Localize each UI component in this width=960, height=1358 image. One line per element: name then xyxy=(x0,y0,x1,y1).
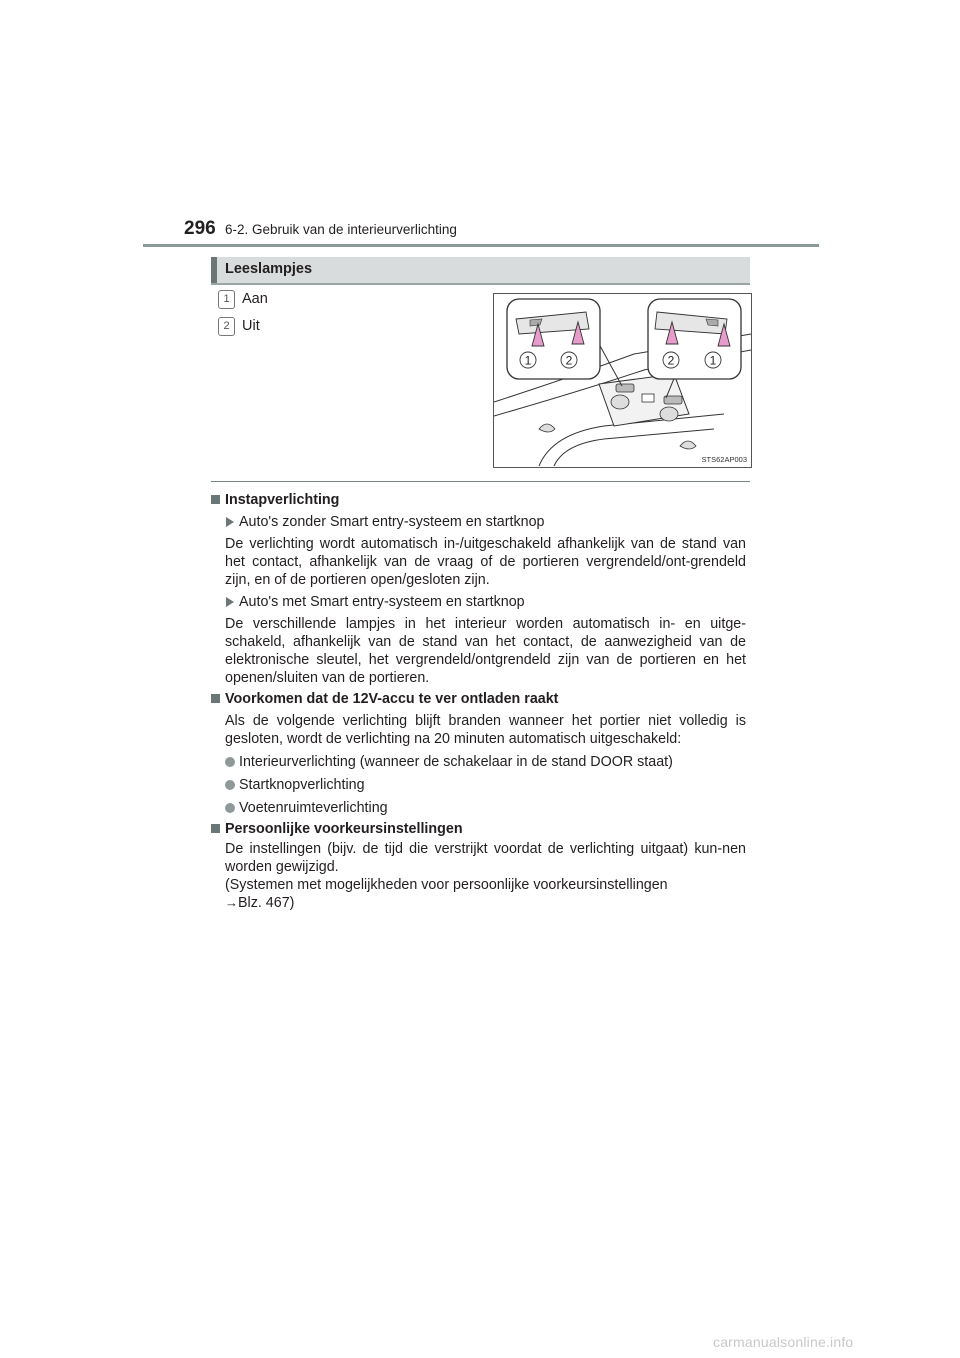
round-bullet-icon xyxy=(225,780,235,790)
square-bullet-icon xyxy=(211,694,220,703)
note-heading: Voorkomen dat de 12V-accu te ver ontladen raakt xyxy=(211,690,746,708)
reading-lamp-figure xyxy=(493,293,752,468)
figure-code: STS62AP003 xyxy=(701,455,747,464)
round-bullet-icon xyxy=(225,757,235,767)
paragraph: De verschillende lampjes in het interieur worden automatisch in- en uitge-schakeld, afhankelijk van de stand van het contact, de aanwezigheid van de elektronische sleutel, het vergrendeld/ontgrendeld zijn van de portieren en het openen/sluiten van de portieren. xyxy=(225,616,746,686)
chapter-title: 6-2. Gebruik van de interieurverlichting xyxy=(225,222,457,237)
section-accent xyxy=(211,257,217,283)
number-badge: 1 xyxy=(218,290,235,309)
bullet-item: Voetenruimteverlichting xyxy=(211,799,746,817)
condition-item: Auto's zonder Smart entry-systeem en startknop xyxy=(211,513,746,531)
paragraph: Als de volgende verlichting blijft branden wanneer het portier niet volledig is gesloten, wordt de verlichting na 20 minuten automatisch uitgeschakeld: xyxy=(225,713,746,747)
header-rule xyxy=(143,244,819,247)
item-label: Aan xyxy=(242,291,268,307)
bullet-item: Interieurverlichting (wanneer de schakelaar in de stand DOOR staat) xyxy=(211,753,746,771)
triangle-bullet-icon xyxy=(226,597,234,607)
note-heading: Instapverlichting xyxy=(211,491,746,509)
section-bar xyxy=(211,257,750,285)
condition-item: Auto's met Smart entry-systeem en startknop xyxy=(211,593,746,611)
page-reference-link[interactable]: Blz. 467) xyxy=(238,895,295,911)
reading-lamp-illustration xyxy=(494,294,751,467)
section-title: Leeslampjes xyxy=(225,261,313,277)
note-heading: Persoonlijke voorkeursinstellingen xyxy=(211,820,746,838)
number-badge: 2 xyxy=(218,317,235,336)
callout-label: 1 xyxy=(524,353,532,368)
paragraph: De instellingen (bijv. de tijd die verstrijkt voordat de verlichting uitgaat) kun-nen worden gewijzigd. (Systemen met mogelijkheden voor persoonlijke voorkeursinstellingen →Blz. 467) xyxy=(225,841,746,911)
square-bullet-icon xyxy=(211,495,220,504)
triangle-bullet-icon xyxy=(226,517,234,527)
callout-label: 2 xyxy=(667,353,675,368)
round-bullet-icon xyxy=(225,803,235,813)
notes-body xyxy=(211,488,746,912)
watermark: carmanualsonline.info xyxy=(713,1334,854,1350)
square-bullet-icon xyxy=(211,824,220,833)
bullet-item: Startknopverlichting xyxy=(211,776,746,794)
section-divider xyxy=(211,481,750,482)
item-label: Uit xyxy=(242,318,260,334)
page-number: 296 xyxy=(184,218,216,239)
callout-label: 1 xyxy=(709,353,717,368)
paragraph: De verlichting wordt automatisch in-/uitgeschakeld afhankelijk van de stand van het contact, afhankelijk van de vraag of de portieren vergrendeld/ont-grendeld zijn, en of de portieren open/gesloten zijn. xyxy=(225,536,746,588)
callout-label: 2 xyxy=(565,353,573,368)
reference-arrow-icon: → xyxy=(225,895,238,910)
